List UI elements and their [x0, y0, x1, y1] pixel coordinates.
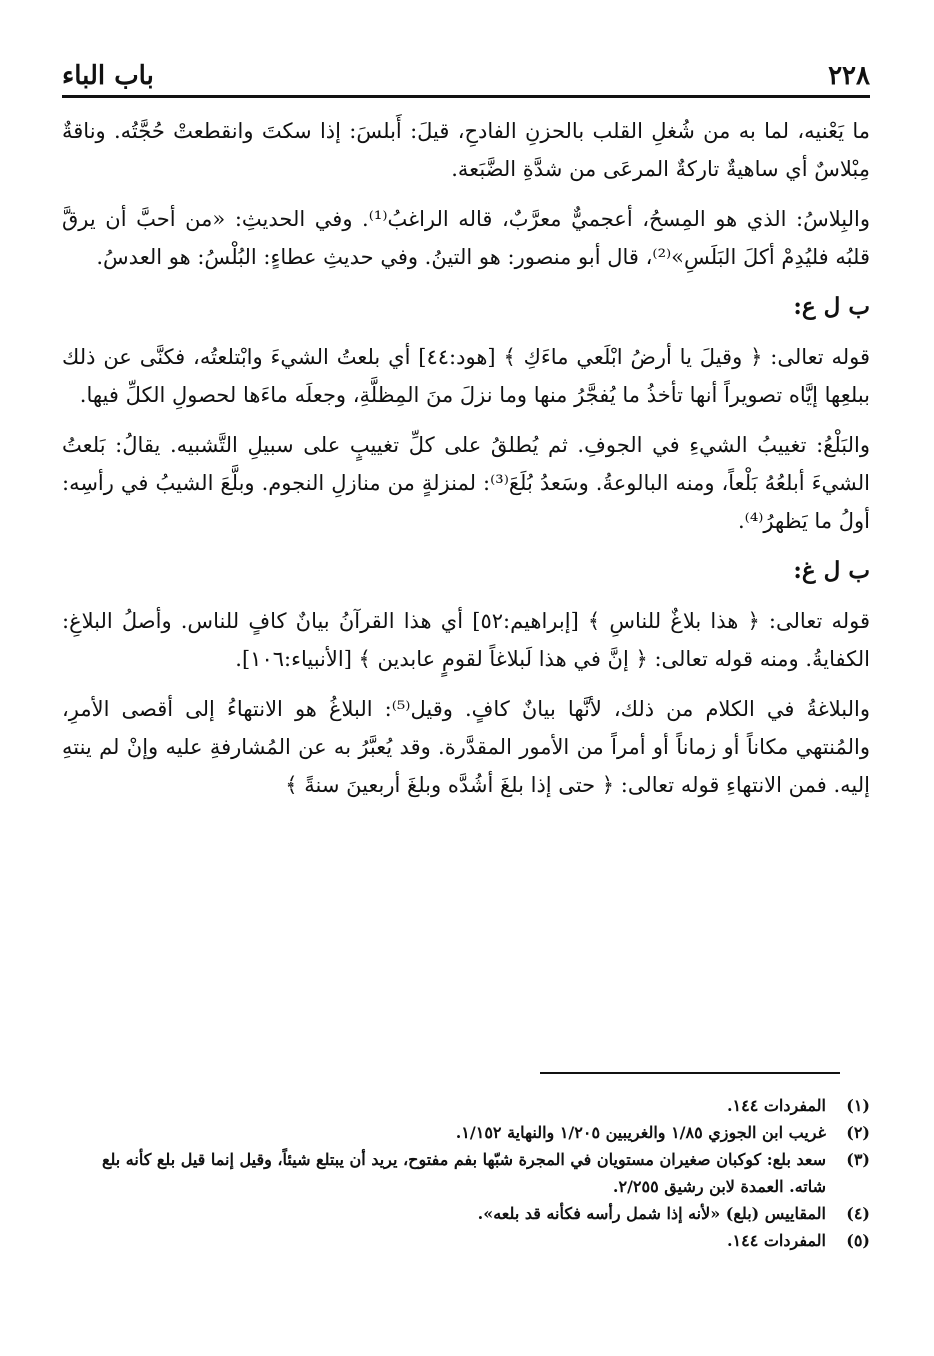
paragraph-balagh: قوله تعالى: ﴿ هذا بلاغٌ للناسِ ﴾ [إبراهيم:٥٢] أي هذا القرآنُ بيانٌ كافٍ للناس. وأصلُ البلاغِ: الكفايةُ. ومنه قوله تعالى: ﴿ إنَّ في هذا لَبلاغاً لقومٍ عابدين ﴾ [الأنبياء:١٠٦].: [62, 609, 871, 671]
paragraph-balagha: والبلاغةُ في الكلام من ذلك، لأنَّها بيانٌ كافٍ. وقيل⁽⁵⁾: البلاغُ هو الانتهاءُ إلى أقصى الأمرِ، والمُنتهي مكاناً أو زماناً أو أمراً من الأمور المقدَّرة. وقد يُعبَّرُ به عن المُشارفةِ عليه وإنْ لم ينتهِ إليه. فمن الانتهاءِ قوله تعالى: ﴿ حتى إذا بلغَ أشُدَّه وبلغَ أربعينَ سنةً ﴾: [62, 697, 870, 797]
footnote-1: [62, 1092, 870, 1119]
footnote-3: [62, 1146, 870, 1200]
main-text: [62, 112, 870, 816]
footnote-text: المفردات ١٤٤.: [726, 1231, 826, 1250]
paragraph-ibla-i: قوله تعالى: ﴿ وقيلَ يا أرضُ ابْلَعي ماءَكِ ﴾ [هود:٤٤] أي بلعتُ الشيءَ وابْتلعتُه، فكنَّى عن ذلك ببلعِها إيَّاه تصويراً أنها تأخذُ ما يُفجَّرُ منها وما نزلَ منَ المِظلَّةِ، وجعلَه ماءَها لحصولِ الكلِّ فيها.: [62, 345, 871, 407]
footnote-2: [62, 1119, 870, 1146]
page-number: ٢٢٨: [828, 61, 870, 91]
footnote-text: سعد بلع: كوكبان صغيران مستويان في المجرة شبّها بفم مفتوح، يريد أن يبتلع شيئاً، وقيل إنما قيل بلع كأنه بلع شاته. العمدة لابن رشيق ٢/٢٥٥.: [101, 1150, 826, 1196]
paragraph-bilas: والبِلاسُ: الذي هو المِسحُ، أعجميٌّ معرَّبٌ، قاله الراغبُ⁽¹⁾. وفي الحديثِ: «من أحبَّ أن يرقَّ قلبُه فليُدِمْ أكلَ البَلَسِ»⁽²⁾، قال أبو منصور: هو التينُ. وفي حديثِ عطاءٍ: البُلْسُ: هو العدسُ.: [62, 207, 871, 269]
chapter-title: باب الباء: [62, 61, 154, 91]
footnote-number: (٣): [846, 1150, 870, 1169]
entry-heading-b-l-ain: ب ل ع:: [793, 293, 870, 320]
footnotes: [62, 1092, 870, 1254]
footnote-number: (٤): [846, 1204, 870, 1223]
page-header: [62, 55, 870, 98]
paragraph-balʿ: والبَلْعُ: تغييبُ الشيءِ في الجوفِ. ثم يُطلقُ على كلِّ تغييبٍ على سبيلِ التَّشبيه. يقالُ: بَلعتُ الشيءَ أبلعُهُ بَلْعاً، ومنه البالوعةُ. وسَعدُ بُلَعَ⁽³⁾: لمنزلةٍ من منازلِ النجوم. وبلَّعَ الشيبُ في رأسِه: أولُ ما يَظهرُ⁽⁴⁾.: [62, 433, 870, 533]
entry-heading-b-l-ghain: ب ل غ:: [793, 557, 870, 584]
footnote-text: المقاييس (بلع) «لأنه إذا شمل رأسه فكأنه قد بلعه».: [477, 1204, 826, 1223]
footnote-text: غريب ابن الجوزي ١/٨٥ والغريبين ١/٢٠٥ والنهاية ١/١٥٢.: [455, 1123, 826, 1142]
footnote-separator: [540, 1072, 840, 1074]
footnote-4: [62, 1200, 870, 1227]
footnote-number: (٥): [846, 1231, 870, 1250]
footnote-number: (١): [846, 1096, 870, 1115]
footnote-5: [62, 1227, 870, 1254]
footnote-number: (٢): [846, 1123, 870, 1142]
footnote-text: المفردات ١٤٤.: [726, 1096, 826, 1115]
paragraph-iblas: ما يَعْنيه، لما به من شُغلِ القلب بالحزنِ الفادحِ، قيلَ: أَبلسَ: إذا سكتَ وانقطعتْ حُجَّتُه. وناقةٌ مِبْلاسٌ أي ساهيةٌ تاركةٌ المرعَى من شدَّةِ الضَّبَعة.: [62, 119, 870, 181]
